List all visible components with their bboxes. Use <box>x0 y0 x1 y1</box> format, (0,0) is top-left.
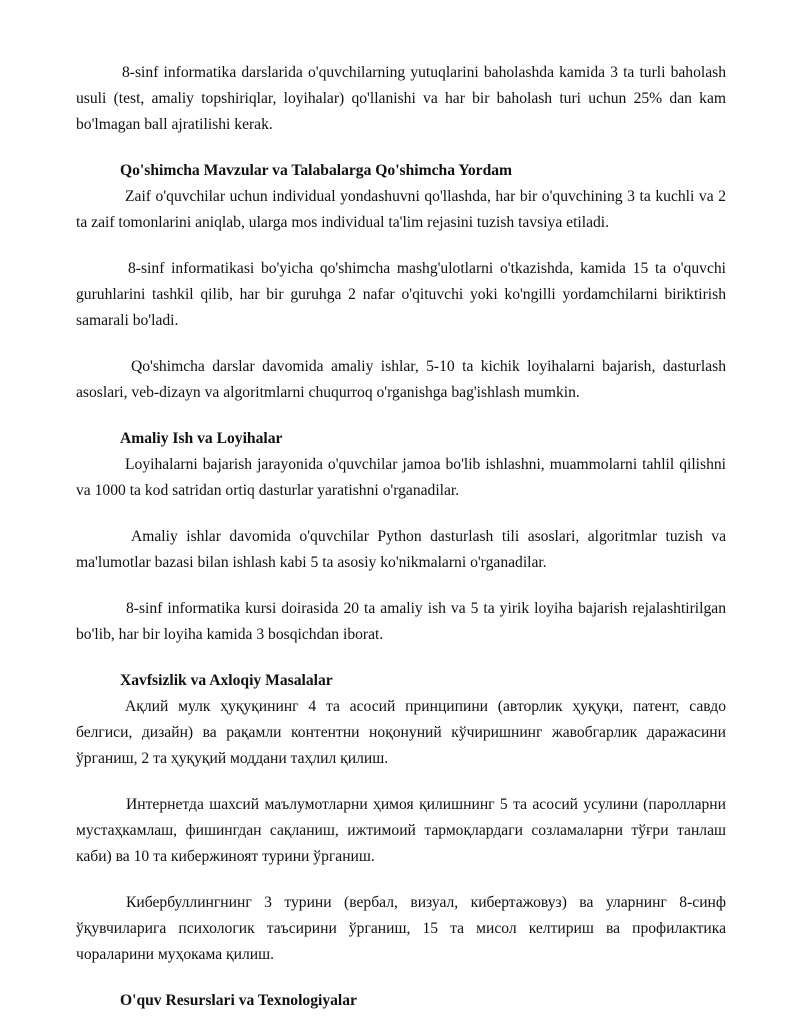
paragraph: 8-sinf informatika kursi doirasida 20 ta amaliy ish va 5 ta yirik loyiha bajarish rejalashtirilgan bo'lib, har bir loyiha kamida 3 bosqichdan iborat. <box>76 600 726 643</box>
paragraph: 8-sinf informatika darslarida o'quvchilarning yutuqlarini baholashda kamida 3 ta turli baholash usuli (test, amaliy topshiriqlar, loyihalar) qo'llanishi va har bir baholash turi uchun 25% dan kam bo'lmagan ball ajratilishi kerak. <box>76 64 726 133</box>
paragraph: 8-sinf informatikasi bo'yicha qo'shimcha mashg'ulotlarni o'tkazishda, kamida 15 ta o'quvchi guruhlarini tashkil qilib, har bir guruhga 2 nafar o'qituvchi yoki ko'ngilli yordamchilarni biriktirish samarali bo'ladi. <box>76 260 726 329</box>
paragraph: Кибербуллингнинг 3 турини (вербал, визуал, кибертажовуз) ва уларнинг 8-синф ўқувчиларига психологик таъсирини ўрганиш, 15 та мисол келтириш ва профилактика чораларини муҳокама қилиш. <box>76 894 726 963</box>
paragraph: Интернетда шахсий маълумотларни ҳимоя қилишнинг 5 та асосий усулини (паролларни мустаҳкамлаш, фишингдан сақланиш, ижтимоий тармоқлардаги созламаларни тўғри танлаш каби) ва 10 та кибержиноят турини ўрганиш. <box>76 796 726 865</box>
paragraph: Loyihalarni bajarish jarayonida o'quvchilar jamoa bo'lib ishlashni, muammolarni tahlil qilishni va 1000 ta kod satridan ortiq dasturlar yaratishni o'rganadilar. <box>76 456 726 499</box>
paragraph: Qo'shimcha darslar davomida amaliy ishlar, 5-10 ta kichik loyihalarni bajarish, dasturlash asoslari, veb-dizayn va algoritmlarni chuqurroq o'rganishga bag'ishlash mumkin. <box>76 358 726 401</box>
paragraph: Ақлий мулк ҳуқуқининг 4 та асосий принципини (авторлик ҳуқуқи, патент, савдо белгиси, дизайн) ва рақамли контентни ноқонуний кўчиришнинг жавобгарлик даражасини ўрганиш, 2 та ҳуқуқий моддани таҳлил қилиш. <box>76 698 726 767</box>
paragraph: Zaif o'quvchilar uchun individual yondashuvni qo'llashda, har bir o'quvchining 3 ta kuchli va 2 ta zaif tomonlarini aniqlab, ularga mos individual ta'lim rejasini tuzish tavsiya etiladi. <box>76 188 726 231</box>
section-heading: Qo'shimcha Mavzular va Talabalarga Qo'shimcha Yordam <box>120 162 513 179</box>
section-heading: O'quv Resurslari va Texnologiyalar <box>120 992 357 1009</box>
section-heading: Xavfsizlik va Axloqiy Masalalar <box>120 672 333 689</box>
section-heading: Amaliy Ish va Loyihalar <box>120 430 283 447</box>
document-page <box>76 60 726 1014</box>
paragraph: Amaliy ishlar davomida o'quvchilar Python dasturlash tili asoslari, algoritmlar tuzish va ma'lumotlar bazasi bilan ishlash kabi 5 ta asosiy ko'nikmalarni o'rganadilar. <box>76 528 726 571</box>
